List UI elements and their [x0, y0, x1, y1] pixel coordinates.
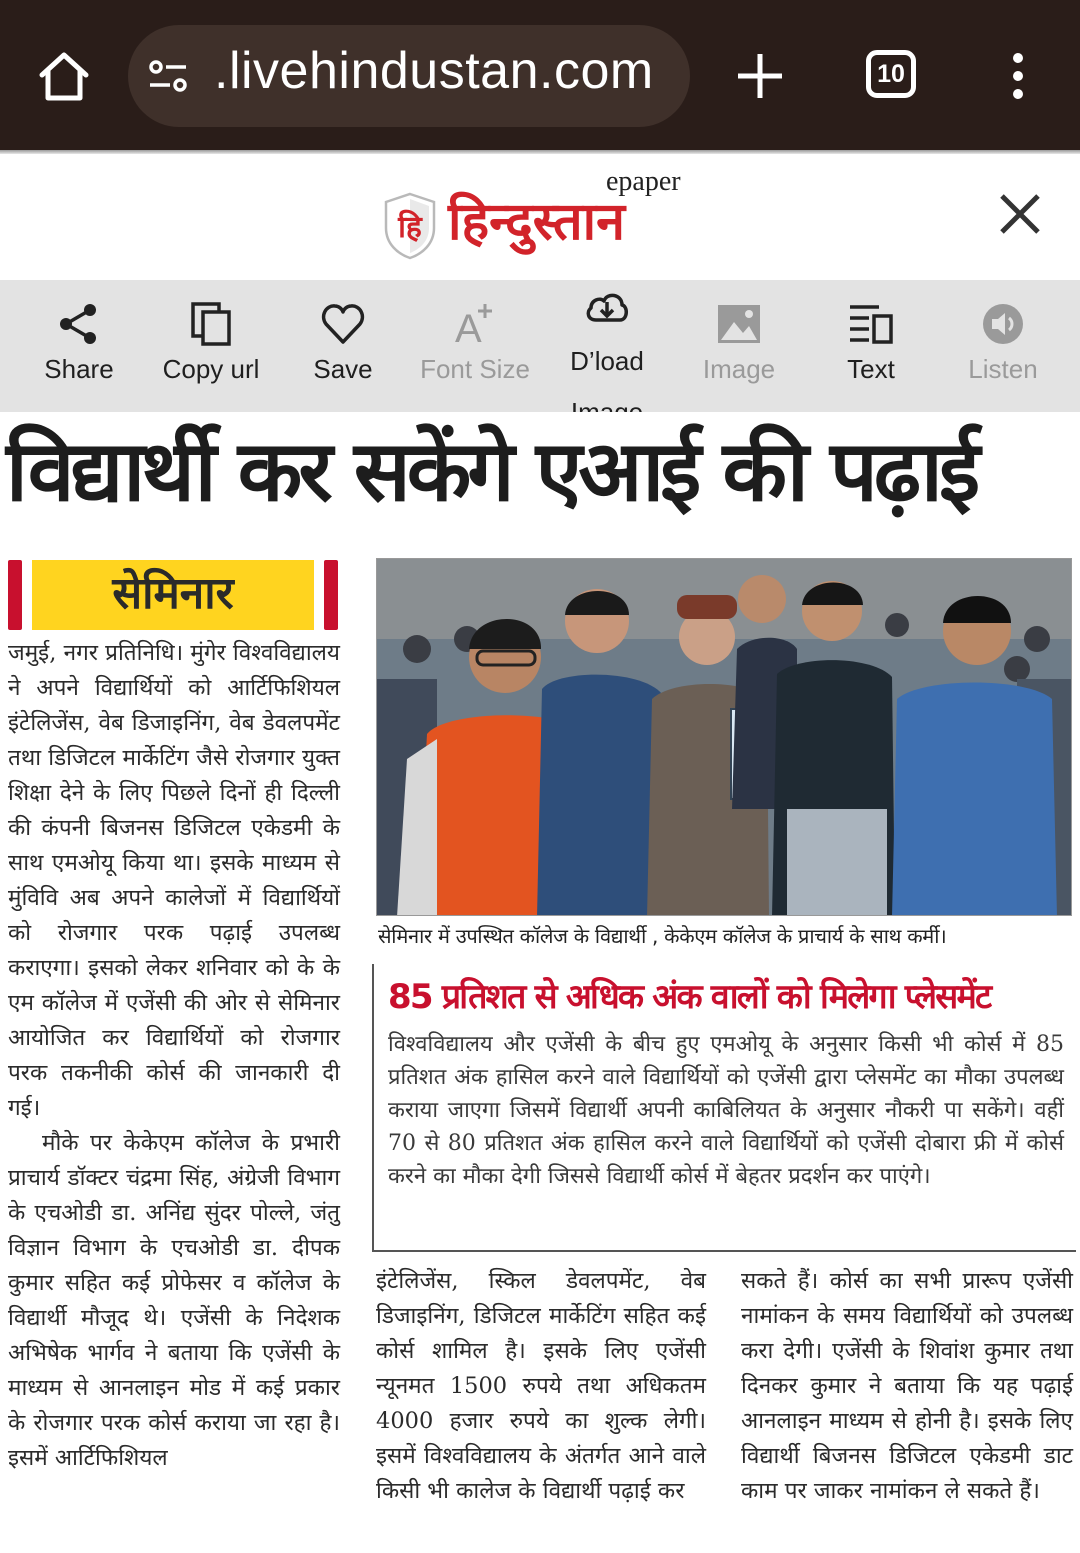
- text-icon: [849, 302, 893, 346]
- article-toolbar: [0, 280, 1080, 412]
- group-photo-image: [377, 559, 1072, 916]
- font-size-icon: [453, 302, 497, 346]
- browser-top-bar: [0, 0, 1080, 150]
- download-image-button[interactable]: [542, 280, 672, 412]
- home-icon[interactable]: [36, 48, 92, 104]
- epaper-label: epaper: [606, 166, 681, 197]
- copy-url-label: Copy url: [162, 354, 260, 384]
- image-label: Image: [702, 354, 776, 384]
- text-label: Text: [847, 354, 895, 384]
- share-label: Share: [44, 354, 114, 384]
- image-icon: [717, 302, 761, 346]
- download-label: D’load: [570, 346, 644, 376]
- more-options-icon[interactable]: [1004, 52, 1032, 100]
- tag-right-bar: [324, 560, 338, 630]
- text-button[interactable]: [806, 280, 936, 412]
- save-button[interactable]: [278, 280, 408, 412]
- article-headline: विद्यार्थी कर सकेंगे एआई की पढ़ाई: [6, 422, 977, 520]
- epaper-masthead: [0, 154, 1080, 280]
- placement-text: विश्वविद्यालय और एजेंसी के बीच हुए एमओयू के अनुसार किसी भी कोर्स में 85 प्रतिशत अंक हासिल करने वाले विद्यार्थियों को एजेंसी द्वारा प्लेसमेंट का मौका उपलब्ध कराया जाएगा जिसमें विद्यार्थी अपनी काबिलियत के अनुसार नौकरी पा सकेंगे। वहीं 70 से 80 प्रतिशत अंक हासिल करने वाले विद्यार्थियों को एजेंसी दोबारा फ्री में कोर्स करने का मौका देगी जिससे विद्यार्थी कोर्स में बेहतर प्रदर्शन कर पाएंगे।: [388, 1032, 1064, 1189]
- logo-wordmark: हिन्दुस्तान: [448, 191, 625, 252]
- column-1-paragraph-2: मौके पर केकेएम कॉलेज के प्रभारी प्राचार्य डॉक्टर चंद्रमा सिंह, अंग्रेजी विभाग के एचओडी डा. अनिंद्य सुंदर पोल्ले, जंतु विज्ञान विभाग के एचओडी डा. दीपक कुमार सहित कई प्रोफेसर व कॉलेज के विद्यार्थी मौजूद थे। एजेंसी के निदेशक अभिषेक भार्गव ने बताया कि एजेंसी के माध्यम से आनलाइन मोड में कई प्रकार के रोजगार परक कोर्स कराया जा रहा है। इसमें आर्टिफिशियल: [8, 1130, 340, 1471]
- font-size-button[interactable]: [410, 280, 540, 412]
- placement-subheading: 85 प्रतिशत से अधिक अंक वालों को मिलेगा प्लेसमेंट: [388, 977, 991, 1017]
- photo-caption: सेमिनार में उपस्थित कॉलेज के विद्यार्थी , केकेएम कॉलेज के प्राचार्य के साथ कर्मी।: [378, 924, 947, 948]
- copy-icon: [189, 302, 233, 346]
- image-button[interactable]: [674, 280, 804, 412]
- section-tag: [8, 560, 338, 630]
- article-column-2: इंटेलिजेंस, स्किल डेवलपमेंट, वेब डिजाइनिंग, डिजिटल मार्केटिंग सहित कई कोर्स शामिल है। इसके लिए एजेंसी न्यूनमत 1500 रुपये तथा अधिकतम 4000 हजार रुपये का शुल्क लेगी। इसमें विश्वविद्यालय के अंतर्गत आने वाले किसी भी कालेज के विद्यार्थी पढ़ाई कर: [376, 1268, 706, 1504]
- heart-icon: [321, 302, 365, 346]
- copy-url-button[interactable]: [146, 280, 276, 412]
- article-column-1: [8, 636, 340, 1476]
- article-column-3: सकते हैं। कोर्स का सभी प्रारूप एजेंसी नामांकन के समय विद्यार्थियों को उपलब्ध करा देगी। एजेंसी के शिवांश कुमार तथा दिनकर कुमार ने बताया कि यह पढ़ाई आनलाइन माध्यम से होनी है। इसके लिए विद्यार्थी बिजनस डिजिटल एकेडमी डाट काम पर जाकर नामांकन ले सकते हैं।: [741, 1268, 1073, 1504]
- site-settings-icon[interactable]: [148, 58, 188, 94]
- listen-button[interactable]: [938, 280, 1068, 412]
- share-button[interactable]: [14, 280, 144, 412]
- listen-label: Listen: [968, 354, 1038, 384]
- new-tab-icon[interactable]: [734, 50, 786, 102]
- placement-highlight-box: [372, 964, 1076, 1252]
- hindustan-logo-icon: [384, 192, 436, 260]
- speaker-icon: [981, 302, 1025, 346]
- font-size-label: Font Size: [420, 354, 530, 384]
- tab-switcher-button[interactable]: 10: [866, 50, 916, 98]
- download-cloud-icon: [585, 288, 629, 332]
- epaper-clipping: [0, 412, 1080, 1553]
- url-text[interactable]: .livehindustan.com: [214, 42, 654, 100]
- save-label: Save: [313, 354, 373, 384]
- close-icon[interactable]: [998, 192, 1042, 236]
- logo-mark: हि: [398, 210, 422, 245]
- column-1-paragraph-1: जमुई, नगर प्रतिनिधि। मुंगेर विश्वविद्यालय ने अपने विद्यार्थियों को आर्टिफिशियल इंटेलिजेंस, वेब डिजाइनिंग, वेब डेवलपमेंट तथा डिजिटल मार्केटिंग जैसे रोजगार युक्त शिक्षा देने के लिए पिछले दिनों ही दिल्ली की कंपनी बिजनस डिजिटल एकेडमी के साथ एमओयू किया था। इसके माध्यम से मुंविवि अब अपने कालेजों में विद्यार्थियों को रोजगार परक पढ़ाई उपलब्ध कराएगा। इसको लेकर शनिवार को के के एम कॉलेज में एजेंसी की ओर से सेमिनार आयोजित कर विद्यार्थियों को रोजगार परक तकनीकी कोर्स की जानकारी दी गई।: [8, 640, 340, 1121]
- tag-left-bar: [8, 560, 22, 630]
- article-photo: [376, 558, 1072, 916]
- share-icon: [57, 302, 101, 346]
- tag-label: सेमिनार: [32, 560, 314, 630]
- address-bar[interactable]: [128, 25, 690, 127]
- svg-text:A: A: [455, 307, 482, 346]
